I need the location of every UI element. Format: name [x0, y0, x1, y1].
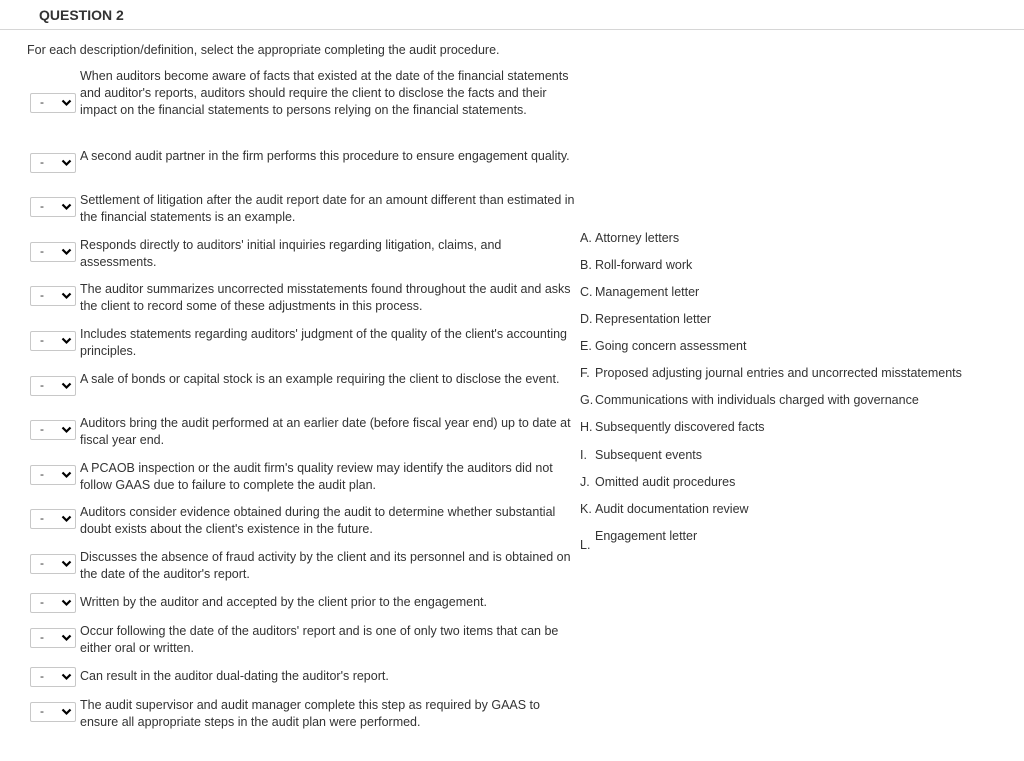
chevron-down-icon [61, 559, 72, 569]
answer-select[interactable] [30, 420, 76, 440]
item-description: Auditors bring the audit performed at an earlier date (before fiscal year end) up to date at fiscal year end. [80, 416, 571, 447]
question-title: QUESTION 2 [39, 7, 124, 23]
item-description: The auditor summarizes uncorrected misstatements found throughout the audit and asks the client to record some of these adjustments in this process. [80, 282, 571, 313]
chevron-down-icon [61, 381, 72, 391]
item-description: A sale of bonds or capital stock is an example requiring the client to disclose the event. [80, 372, 560, 386]
item-description: Includes statements regarding auditors' judgment of the quality of the client's accounting principles. [80, 327, 568, 358]
chevron-down-icon [61, 202, 72, 212]
answer-letter: A. [580, 231, 592, 245]
answer-select[interactable] [30, 628, 76, 648]
answer-text: Proposed adjusting journal entries and uncorrected misstatements [595, 366, 962, 380]
chevron-down-icon [61, 247, 72, 257]
chevron-down-icon [61, 598, 72, 608]
item-description: The audit supervisor and audit manager complete this step as required by GAAS to ensure all appropriate steps in the audit plan were performed. [80, 698, 540, 729]
answer-select[interactable] [30, 593, 76, 613]
answer-option [580, 284, 699, 301]
answer-option [580, 528, 698, 552]
select-value: - [40, 595, 44, 609]
item-description: A second audit partner in the firm performs this procedure to ensure engagement quality. [80, 149, 570, 163]
select-value: - [40, 155, 44, 169]
chevron-down-icon [61, 158, 72, 168]
item-description: A PCAOB inspection or the audit firm's quality review may identify the auditors did not follow GAAS due to failure to complete the audit plan. [80, 461, 553, 492]
select-value: - [40, 244, 44, 258]
chevron-down-icon [61, 707, 72, 717]
select-value: - [40, 378, 44, 392]
answer-text: Roll-forward work [595, 258, 693, 272]
answer-letter: L. [580, 538, 591, 552]
answer-text: Representation letter [595, 312, 712, 326]
select-value: - [40, 556, 44, 570]
select-value: - [40, 511, 44, 525]
answer-option [580, 257, 692, 274]
answer-option [580, 365, 962, 382]
item-description: Occur following the date of the auditors' report and is one of only two items that can be either oral or written. [80, 624, 559, 655]
answer-letter: I. [580, 448, 587, 462]
answer-option [580, 392, 919, 409]
select-value: - [40, 422, 44, 436]
item-description: Can result in the auditor dual-dating the auditor's report. [80, 669, 389, 683]
answer-select[interactable] [30, 376, 76, 396]
chevron-down-icon [61, 633, 72, 643]
chevron-down-icon [61, 514, 72, 524]
chevron-down-icon [61, 291, 72, 301]
select-value: - [40, 669, 44, 683]
answer-option [580, 338, 746, 355]
answer-text: Audit documentation review [595, 502, 749, 516]
answer-text: Management letter [595, 285, 700, 299]
select-value: - [40, 95, 44, 109]
answer-option [580, 501, 749, 518]
answer-text: Attorney letters [595, 231, 680, 245]
chevron-down-icon [61, 470, 72, 480]
select-value: - [40, 333, 44, 347]
item-description: Settlement of litigation after the audit report date for an amount different than estimated in the financial statements is an example. [80, 193, 575, 224]
answer-select[interactable] [30, 702, 76, 722]
answer-letter: F. [580, 366, 590, 380]
answer-text: Communications with individuals charged with governance [595, 393, 919, 407]
answer-select[interactable] [30, 242, 76, 262]
select-value: - [40, 630, 44, 644]
answer-text: Engagement letter [595, 529, 698, 543]
answer-text: Subsequently discovered facts [595, 420, 765, 434]
answer-select[interactable] [30, 331, 76, 351]
chevron-down-icon [61, 336, 72, 346]
answer-letter: C. [580, 285, 593, 299]
answer-letter: G. [580, 393, 594, 407]
answer-option [580, 474, 735, 491]
item-description: Auditors consider evidence obtained during the audit to determine whether substantial doubt exists about the client's existence in the future. [80, 505, 556, 536]
answer-select[interactable] [30, 465, 76, 485]
answer-option [580, 311, 711, 328]
item-description: Discusses the absence of fraud activity by the client and its personnel and is obtained on the date of the auditor's report. [80, 550, 571, 581]
item-description: When auditors become aware of facts that existed at the date of the financial statements and auditor's reports, auditors should require the client to disclose the facts and their impact on the financial statements to persons relying on the financial statements. [80, 69, 569, 117]
answer-option [580, 230, 679, 247]
answer-select[interactable] [30, 667, 76, 687]
answer-select[interactable] [30, 286, 76, 306]
answer-letter: H. [580, 420, 593, 434]
answer-letter: E. [580, 339, 592, 353]
answer-select[interactable] [30, 197, 76, 217]
answer-select[interactable] [30, 93, 76, 113]
answer-text: Omitted audit procedures [595, 475, 736, 489]
item-description: Written by the auditor and accepted by the client prior to the engagement. [80, 595, 487, 609]
answer-select[interactable] [30, 153, 76, 173]
question-instruction: For each description/definition, select the appropriate completing the audit procedure. [27, 43, 500, 57]
answer-select[interactable] [30, 554, 76, 574]
answer-letter: J. [580, 475, 590, 489]
answer-option [580, 447, 702, 464]
question-header [0, 0, 1024, 30]
answer-letter: D. [580, 312, 593, 326]
answer-text: Going concern assessment [595, 339, 747, 353]
chevron-down-icon [61, 672, 72, 682]
answer-text: Subsequent events [595, 448, 703, 462]
select-value: - [40, 199, 44, 213]
chevron-down-icon [61, 98, 72, 108]
answer-letter: K. [580, 502, 592, 516]
item-description: Responds directly to auditors' initial inquiries regarding litigation, claims, and assessments. [80, 238, 502, 269]
answer-select[interactable] [30, 509, 76, 529]
answer-letter: B. [580, 258, 592, 272]
select-value: - [40, 467, 44, 481]
chevron-down-icon [61, 425, 72, 435]
select-value: - [40, 704, 44, 718]
select-value: - [40, 288, 44, 302]
answer-option [580, 419, 765, 436]
